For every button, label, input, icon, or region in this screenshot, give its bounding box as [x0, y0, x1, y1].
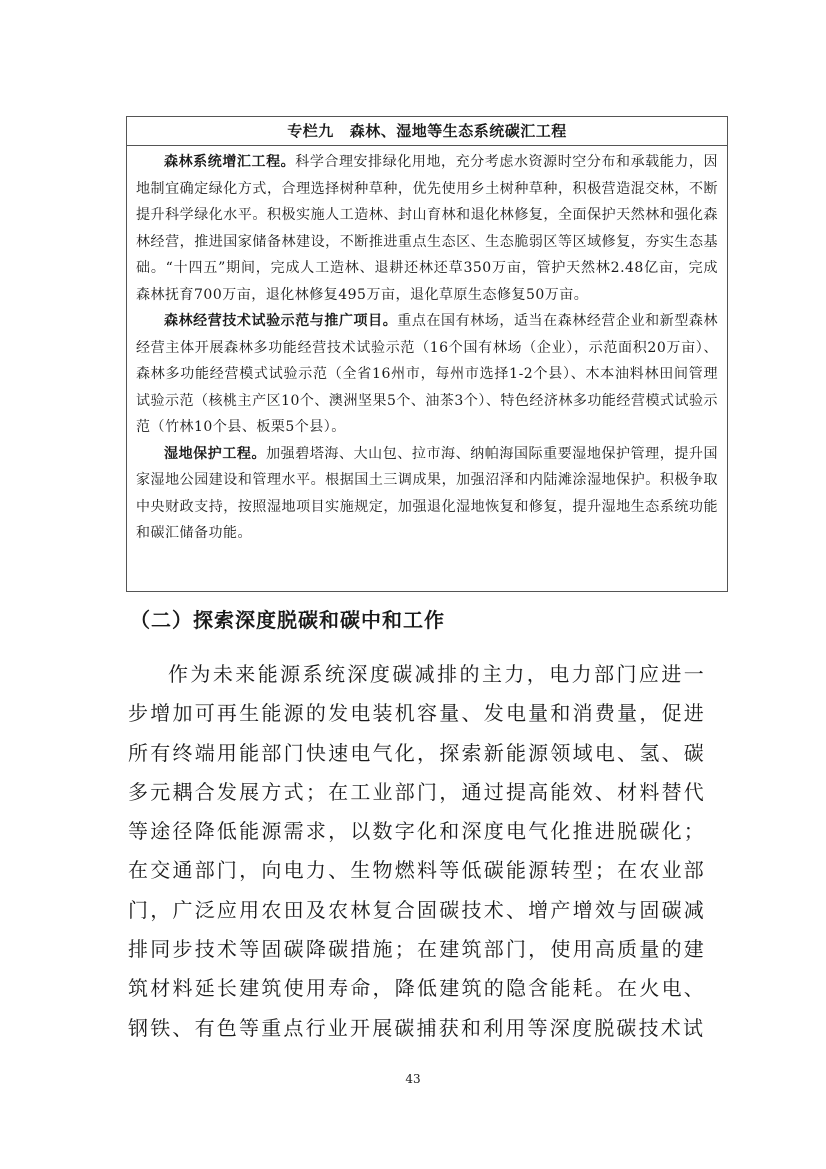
- column-box-title-main: 森林、湿地等生态系统碳汇工程: [349, 122, 567, 140]
- box-paragraph-wetland: [136, 441, 718, 547]
- body-paragraph: 作为未来能源系统深度碳减排的主力，电力部门应进一步增加可再生能源的发电装机容量、发电量和消费量，促进所有终端用能部门快速电气化，探索新能源领域电、氢、碳多元耦合发展方式；在工业部门，通过提高能效、材料替代等途径降低能源需求，以数字化和深度电气化推进脱碳化；在交通部门，向电力、生物燃料等低碳能源转型；在农业部门，广泛应用农田及农林复合固碳技术、增产增效与固碳减排同步技术等固碳降碳措施；在建筑部门，使用高质量的建筑材料延长建筑使用寿命，降低建筑的隐含能耗。在火电、钢铁、有色等重点行业开展碳捕获和利用等深度脱碳技术试: [128, 662, 706, 1040]
- paragraph-text: 加强碧塔海、大山包、拉市海、纳帕海国际重要湿地保护管理，提升国家湿地公园建设和管理水平。根据国土三调成果，加强沼泽和内陆滩涂湿地保护。积极争取中央财政支持，按照湿地项目实施规定，加强退化湿地恢复和修复，提升湿地生态系统功能和碳汇储备功能。: [136, 445, 719, 541]
- box-paragraph-forest: [136, 149, 718, 308]
- paragraph-heading: 森林经营技术试验示范与推广项目。: [164, 313, 398, 329]
- paragraph-text: 科学合理安排绿化用地，充分考虑水资源时空分布和承载能力，因地制宜确定绿化方式，合理选择树种草种，优先使用乡土树种草种，积极营造混交林，不断提升科学绿化水平。积极实施人工造林、封山育林和退化林修复，全面保护天然林和强化森林经营，推进国家储备林建设，不断推进重点生态区、生态脆弱区等区域修复，夯实生态基础。“十四五”期间，完成人工造林、退耕还林还草350万亩，管护天然林2.48亿亩，完成森林抚育700万亩，退化林修复495万亩，退化草原生态修复50万亩。: [136, 154, 719, 303]
- column-box-body: [127, 146, 727, 547]
- column-box-title: [127, 117, 727, 146]
- paragraph-heading: 森林系统增汇工程。: [164, 154, 296, 170]
- paragraph-heading: 湿地保护工程。: [164, 445, 267, 462]
- paragraph-text: 重点在国有林场，适当在森林经营企业和新型森林经营主体开展森林多功能经营技术试验示范（16个国有林场（企业），示范面积20万亩）、森林多功能经营模式试验示范（全省16州市，每州市选择1-2个县）、木本油料林田间管理试验示范（核桃主产区10个、澳洲坚果5个、油茶3个）、特色经济林多功能经营模式试验示范（竹林10个县、板栗5个县）。: [136, 313, 718, 435]
- column-box-title-prefix: 专栏九: [287, 122, 334, 140]
- box-paragraph-forest-management: [136, 308, 718, 441]
- section-title: （二）探索深度脱碳和碳中和工作: [130, 608, 445, 632]
- column-box: [126, 116, 728, 592]
- page-number: 43: [405, 1072, 421, 1086]
